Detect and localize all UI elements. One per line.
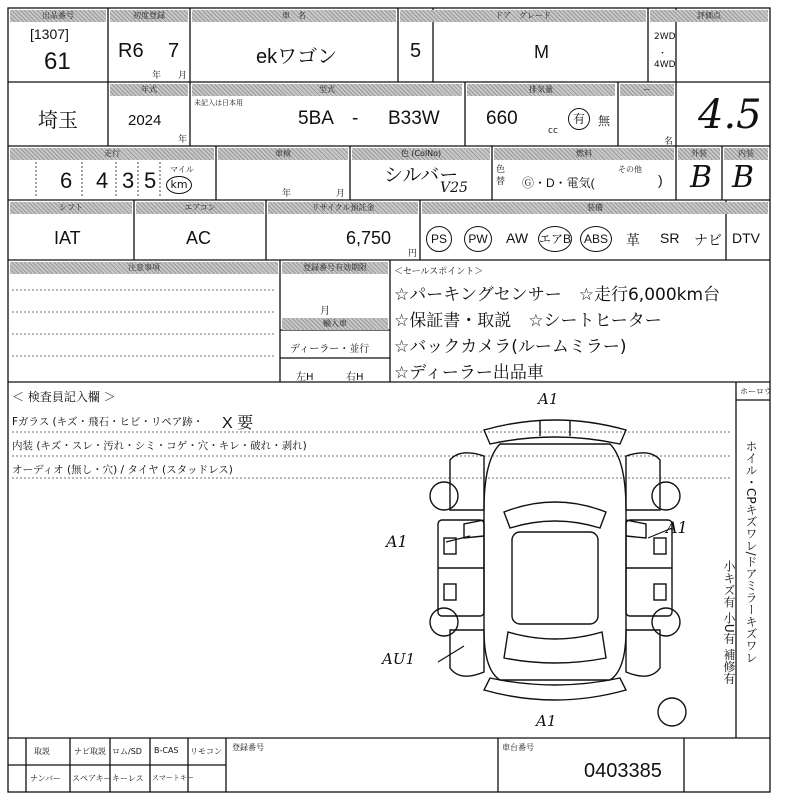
equip-abs — [580, 226, 612, 252]
footer-bcas: B-CAS — [154, 746, 179, 755]
chassis-label: 車台番号 — [502, 743, 534, 752]
equip-leather: 革 — [626, 232, 640, 248]
car-diagram — [420, 400, 690, 730]
equip-aw: AW — [506, 230, 529, 246]
equip-sunroof: SR — [660, 230, 680, 246]
header-recycle: リサイクル預託金 — [268, 202, 418, 214]
mileage-unit-km — [166, 176, 192, 194]
unit-year-3: 年 — [282, 189, 292, 199]
region: 埼玉 — [38, 110, 78, 132]
footer-plate: ナンバー — [30, 774, 62, 783]
header-equip: 装備 — [422, 202, 768, 214]
side-tag: ホーロウ — [740, 387, 772, 396]
sales-point-3: ☆バックカメラ(ルームミラー) — [394, 337, 627, 357]
yen-unit: 円 — [408, 249, 418, 259]
header-import: 輸入車 — [282, 318, 388, 330]
grade: M — [534, 42, 549, 62]
equip-pw — [464, 226, 492, 252]
handle-right: 右H — [346, 372, 364, 383]
model-code-a: 5BA — [298, 108, 334, 129]
footer-spare-key: スペアキー — [72, 774, 112, 783]
vertical-note-2: 小キズ有 小U有 補修有 — [722, 560, 736, 685]
model-year: 2024 — [128, 112, 162, 129]
damage-mark-front: A1 — [538, 390, 559, 408]
sales-point-1: ☆パーキングセンサー ☆走行6,000km台 — [394, 285, 721, 305]
footer-navi-manual: ナビ取説 — [74, 747, 106, 756]
inspection-title: ＜ 検査員記入欄 ＞ — [12, 390, 116, 404]
aircon: AC — [186, 228, 212, 248]
turbo-yes-circled: 有 — [568, 108, 590, 130]
header-color: 色 (ColNo) — [352, 148, 490, 160]
header-mileage: 走行 — [10, 148, 214, 160]
header-cc: 排気量 — [467, 84, 615, 96]
fuel-close: ) — [658, 172, 663, 188]
header-shaken: 車検 — [218, 148, 348, 160]
header-ac: エアコン — [136, 202, 264, 214]
color: シルバー — [384, 165, 459, 186]
model-name: ekワゴン — [256, 46, 338, 68]
footer-keyless: キーレス — [112, 774, 144, 783]
header-inspection-deadline: 登録番号有効期限 — [282, 262, 388, 274]
recycle-fee: 6,750 — [346, 228, 392, 248]
first-reg-month: 7 — [168, 40, 180, 62]
equip-abs-circled: ABS — [580, 226, 612, 252]
handle-left: 左H — [296, 372, 314, 383]
damage-mark-rear: A1 — [536, 712, 557, 730]
damage-mark-right: A1 — [666, 518, 688, 537]
fuel-options: Ⓖ・D・電気( — [522, 176, 595, 190]
turbo-yes — [568, 108, 590, 130]
sales-points-label: ＜セールスポイント＞ — [394, 267, 484, 277]
header-type: 型式 — [192, 84, 462, 96]
doors: 5 — [410, 40, 422, 62]
mileage-digit-4: 5 — [144, 168, 157, 193]
mileage-digit-2: 4 — [96, 168, 109, 193]
drive-dot: ・ — [658, 49, 668, 59]
header-ext: 外装 — [678, 148, 720, 160]
model-code-b: B33W — [388, 108, 440, 129]
lot-bracket: [1307] — [30, 26, 69, 42]
equip-ps — [426, 226, 452, 252]
interior-condition: 内装 (キズ・スレ・汚れ・シミ・コゲ・穴・キレ・破れ・剥れ) — [12, 440, 307, 452]
import-note: 未記入は日本用 — [194, 99, 243, 107]
fuel-other-label: その他 — [618, 165, 642, 174]
cc-unit: cc — [548, 126, 558, 136]
header-year: 年式 — [110, 84, 188, 96]
equip-airbag-circled: エアB — [538, 226, 572, 252]
color-code: V25 — [440, 180, 468, 196]
model-code-dash: - — [352, 108, 359, 129]
unit-month-1: 月 — [178, 71, 188, 81]
header-shift: シフト — [10, 202, 132, 214]
damage-mark-left: A1 — [386, 532, 408, 551]
unit-year-2: 年 — [178, 135, 188, 145]
header-first-reg: 初度登録 — [110, 10, 188, 22]
turbo-no: 無 — [598, 114, 611, 128]
drive-4wd: 4WD — [654, 60, 676, 70]
glass-condition: Fガラス (キズ・飛石・ヒビ・リペア跡・ — [12, 416, 204, 428]
audio-tire-condition: オーディオ (無し・穴) / タイヤ (スタッドレス) — [12, 464, 233, 476]
transmission: IAT — [54, 228, 81, 248]
mileage-digit-1: 6 — [60, 168, 73, 193]
first-reg-era: R6 — [118, 40, 144, 62]
interior-grade: B — [732, 160, 755, 195]
vertical-note: ホイル・CPキズワレ/ドアミラーキズワレ — [744, 440, 758, 664]
unit-year-1: 年 — [152, 71, 162, 81]
damage-mark-rear-left: AU1 — [382, 650, 416, 668]
unit-month-3: 月 — [336, 189, 346, 199]
sales-point-2: ☆保証書・取説 ☆シートヒーター — [394, 311, 662, 331]
header-fuel: 燃料 — [494, 148, 674, 160]
mileage-digit-3: 3 — [122, 168, 135, 193]
equip-navi: ナビ — [694, 232, 722, 248]
header-int: 内装 — [724, 148, 768, 160]
header-drive: 評価点 — [650, 10, 768, 22]
color-side-label: 色替 — [496, 165, 506, 187]
footer-manual: 取説 — [34, 747, 50, 756]
overall-score: 4.5 — [698, 92, 762, 138]
glass-mark: X 要 — [222, 415, 254, 432]
displacement: 660 — [486, 108, 518, 129]
header-lot: 出品番号 — [10, 10, 106, 22]
registration-label: 登録番号 — [232, 743, 264, 752]
equip-airbag — [538, 226, 572, 252]
header-model: 車 名 — [192, 10, 396, 22]
header-notes: 注意事項 — [10, 262, 278, 274]
lot-number: 61 — [44, 48, 71, 75]
exterior-grade: B — [690, 160, 713, 195]
equip-ps-circled: PS — [426, 226, 452, 252]
footer-rom-sd: ロム/SD — [112, 747, 142, 756]
footer-remote: リモコン — [190, 747, 222, 756]
equip-pw-circled: PW — [464, 226, 492, 252]
drive-2wd: 2WD — [654, 32, 676, 42]
header-misc: ー — [620, 84, 674, 96]
equip-dtv: DTV — [732, 230, 760, 246]
import-label: ディーラー・並行 — [290, 344, 370, 355]
chassis-number: 0403385 — [584, 760, 662, 782]
mileage-km-circled: km — [166, 176, 192, 194]
name-mark: 名 — [664, 137, 674, 147]
sales-point-4: ☆ディーラー出品車 — [394, 363, 544, 383]
header-doors: ドア グレード — [400, 10, 646, 22]
registration-month: 月 — [320, 306, 330, 317]
footer-smart-key: スマートキー — [152, 774, 194, 782]
mileage-unit-mile: マイル — [170, 165, 194, 174]
